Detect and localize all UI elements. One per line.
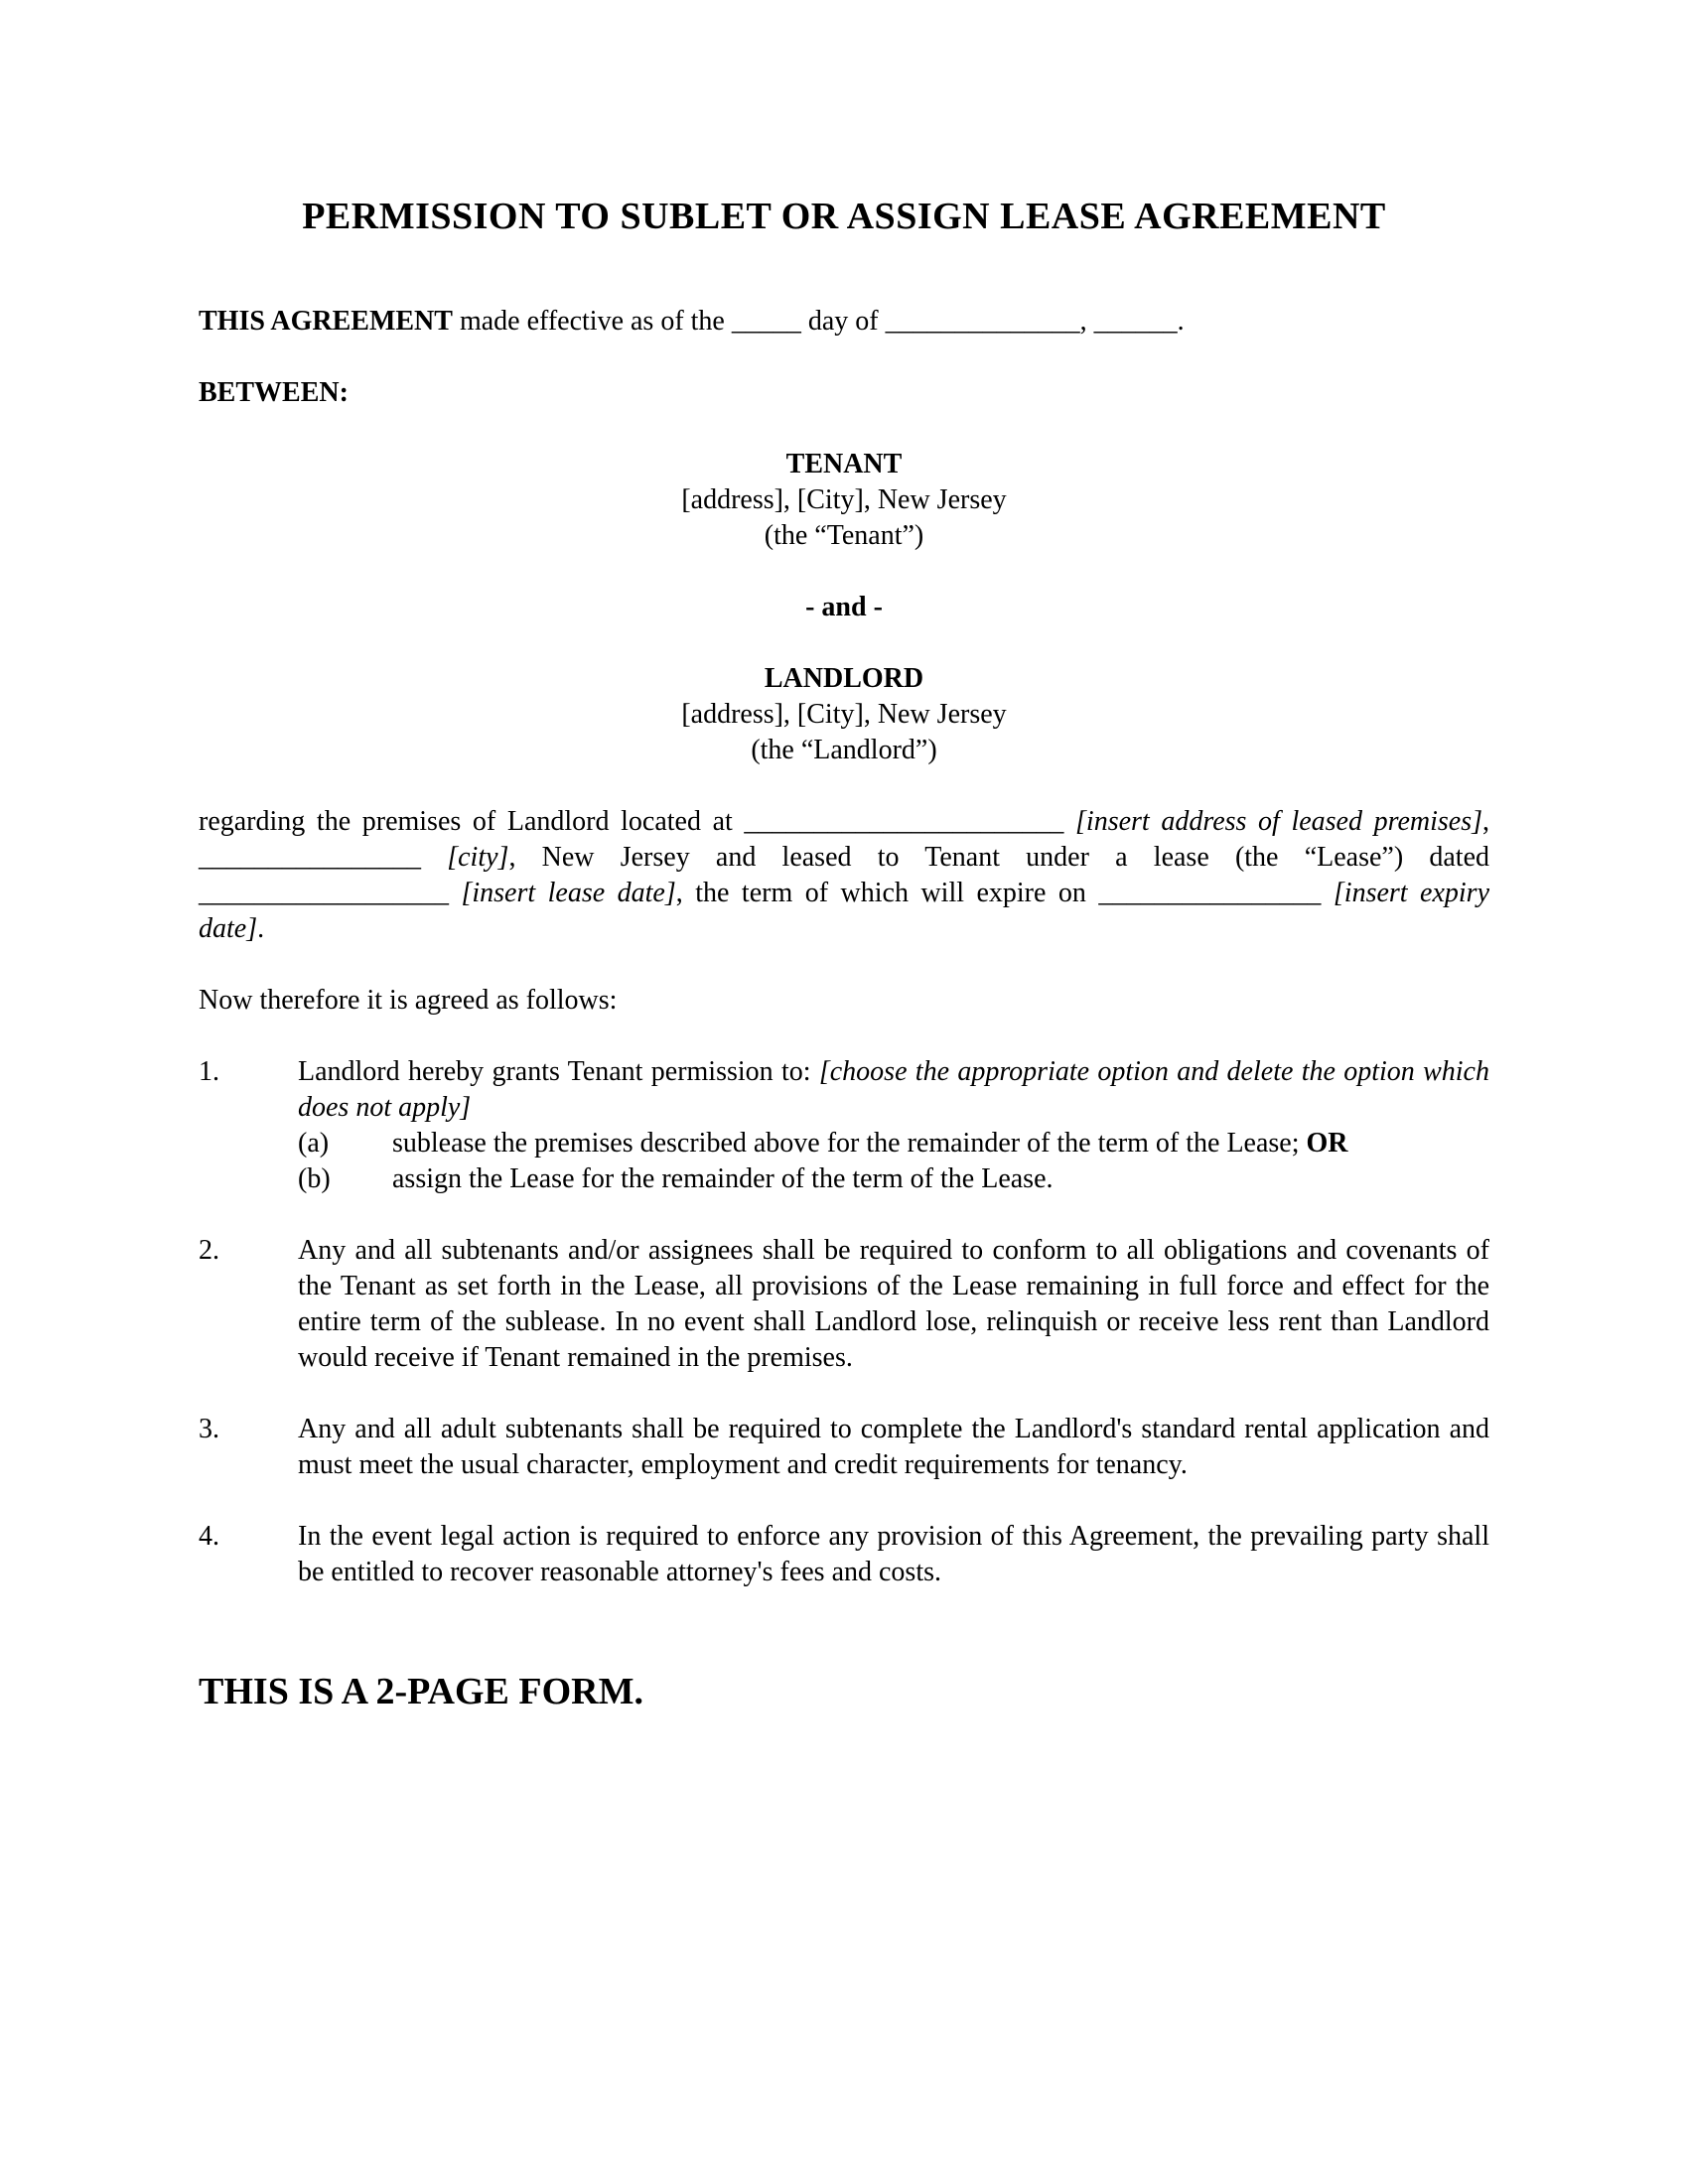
clause-4: [199, 1519, 1489, 1590]
tenant-alias: (the “Tenant”): [764, 520, 924, 551]
page-form-note: THIS IS A 2-PAGE FORM.: [199, 1671, 643, 1712]
clause-4-number: 4.: [199, 1521, 219, 1552]
clause-2-text: Any and all subtenants and/or assignees shall be required to conform to all obligations and covenants of the Tenant as set forth in the Lease, all provisions of the Lease remaining in full force and effect for the entire term of the sublease. In no event shall Landlord lose, relinquish or receive less rent than Landlord would receive if Tenant remained in the premises.: [298, 1235, 1489, 1373]
subitem-a-label: (a): [298, 1128, 330, 1159]
clause-3-body: [298, 1412, 1489, 1483]
document-title: PERMISSION TO SUBLET OR ASSIGN LEASE AGREEMENT: [302, 196, 1386, 237]
landlord-alias: (the “Landlord”): [751, 735, 937, 765]
clause-2-body: [298, 1233, 1489, 1376]
premises-paragraph: regarding the premises of Landlord located at _______________________ [insert address of leased premises], ________________ [city], New Jersey and leased to Tenant under a lease (the “Lease”) dated __________________ [insert lease date], the term of which will expire on ________________ [insert expiry date].: [199, 806, 1490, 944]
clause-1-body: [298, 1054, 1489, 1197]
clause-2-number: 2.: [199, 1235, 219, 1266]
now-therefore-line: Now therefore it is agreed as follows:: [199, 985, 618, 1016]
subitem-a-text: sublease the premises described above for the remainder of the term of the Lease; OR: [392, 1128, 1348, 1159]
between-label: BETWEEN:: [199, 377, 349, 408]
clause-1-text: Landlord hereby grants Tenant permission to: [choose the appropriate option and delete the option which does not apply]: [298, 1056, 1489, 1123]
tenant-name: TENANT: [785, 449, 903, 479]
clause-1-number: 1.: [199, 1056, 219, 1087]
tenant-address: [address], [City], New Jersey: [681, 484, 1007, 515]
clause-3: [199, 1412, 1489, 1483]
clause-2: [199, 1233, 1489, 1376]
intro-paragraph: THIS AGREEMENT made effective as of the _____ day of ______________, ______.: [199, 306, 1185, 337]
landlord-name: LANDLORD: [764, 663, 924, 694]
clause-1-subitem-b: [298, 1161, 1489, 1197]
clause-1: [199, 1054, 1489, 1197]
clause-4-text: In the event legal action is required to enforce any provision of this Agreement, the prevailing party shall be entitled to recover reasonable attorney's fees and costs.: [298, 1521, 1489, 1587]
and-separator: - and -: [805, 592, 883, 622]
subitem-b-label: (b): [298, 1163, 331, 1194]
clause-4-body: [298, 1519, 1489, 1590]
clause-1-subitem-a: [298, 1126, 1489, 1161]
clause-3-text: Any and all adult subtenants shall be required to complete the Landlord's standard rental application and must meet the usual character, employment and credit requirements for tenancy.: [298, 1414, 1489, 1480]
subitem-b-text: assign the Lease for the remainder of the term of the Lease.: [392, 1163, 1054, 1194]
tenant-block: [199, 447, 1489, 554]
landlord-address: [address], [City], New Jersey: [681, 699, 1007, 730]
clause-3-number: 3.: [199, 1414, 219, 1444]
landlord-block: [199, 661, 1489, 768]
